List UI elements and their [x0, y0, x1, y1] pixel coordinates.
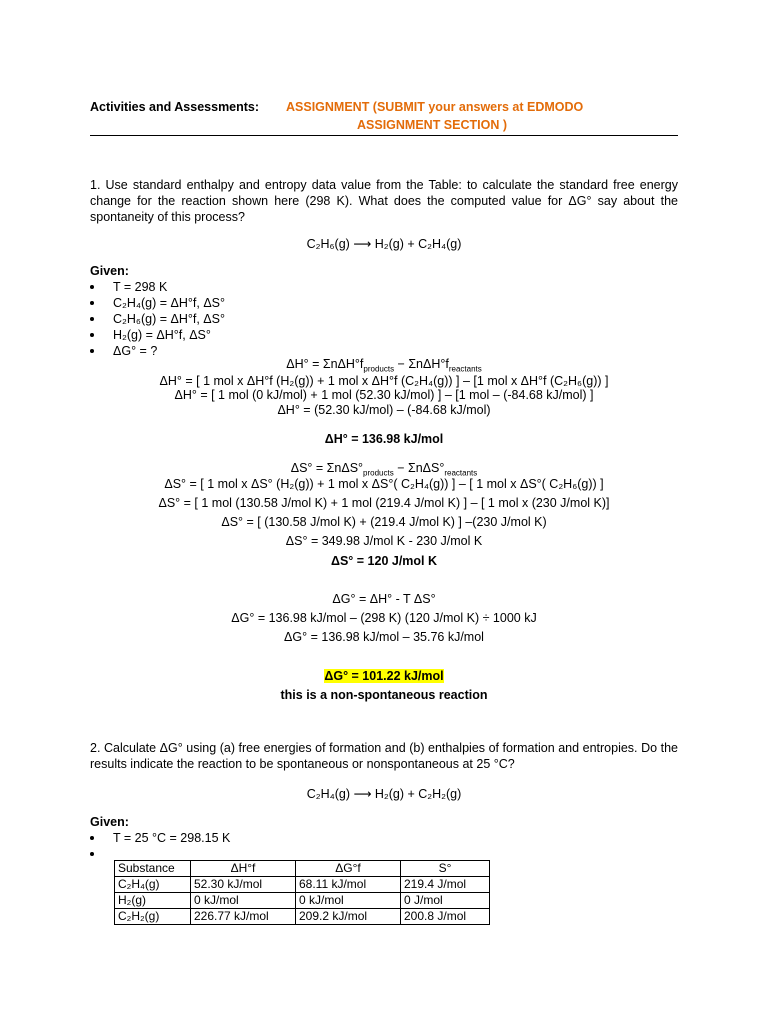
gibbs-formula: ΔG° = ΔH° - T ΔS°	[332, 592, 436, 606]
table-row	[115, 877, 490, 893]
entropy-step-1: ΔS° = [ 1 mol x ΔS° (H₂(g)) + 1 mol x ΔS°( C₂H₄(g)) ] – [ 1 mol x ΔS°( C₂H₆(g)) ]	[164, 477, 604, 491]
activities-label: Activities and Assessments:	[90, 100, 260, 114]
entropy-step-2: ΔS° = [ 1 mol (130.58 J/mol K) + 1 mol (219.4 J/mol K) ] – [ 1 mol x (230 J/mol K)]	[158, 496, 610, 510]
enthalpy-step-2: ΔH° = [ 1 mol (0 kJ/mol) + 1 mol (52.30 kJ/mol) ] – [1 mol – (-84.68 kJ/mol) ]	[174, 388, 594, 402]
table-cell: 0 J/mol	[401, 893, 490, 909]
bullet-icon	[90, 852, 94, 856]
enthalpy-result: ΔH° = 136.98 kJ/mol	[324, 432, 444, 446]
question-2-given-label: Given:	[90, 815, 129, 829]
entropy-step-3: ΔS° = [ (130.58 J/mol K) + (219.4 J/mol K) ] –(230 J/mol K)	[221, 515, 547, 529]
list-item: T = 298 K	[90, 279, 225, 295]
table-cell: C₂H₂(g)	[115, 909, 191, 925]
gibbs-step-1: ΔG° = 136.98 kJ/mol – (298 K) (120 J/mol K) ÷ 1000 kJ	[231, 611, 537, 625]
table-cell: 209.2 kJ/mol	[296, 909, 401, 925]
table-cell: 219.4 J/mol	[401, 877, 490, 893]
table-cell: 52.30 kJ/mol	[191, 877, 296, 893]
question-1-conclusion: this is a non-spontaneous reaction	[280, 688, 488, 702]
table-header: Substance	[115, 861, 191, 877]
table-header-row	[115, 861, 490, 877]
question-1-text: 1. Use standard enthalpy and entropy data value from the Table: to calculate the standard free energy change for the reaction shown here (298 K). What does the computed value for ΔG° say about the spontaneity of this process?	[90, 178, 678, 224]
bullet-icon	[90, 836, 94, 840]
question-2-given-list	[90, 830, 230, 862]
bullet-icon	[90, 333, 94, 337]
bullet-icon	[90, 301, 94, 305]
question-2-reaction: C₂H₄(g) ⟶ H₂(g) + C₂H₂(g)	[306, 787, 462, 801]
question-1-reaction: C₂H₆(g) ⟶ H₂(g) + C₂H₄(g)	[306, 237, 462, 251]
table-row	[115, 893, 490, 909]
header-divider	[90, 135, 678, 136]
list-item: C₂H₆(g) = ΔH°f, ΔS°	[90, 311, 225, 327]
table-cell: H₂(g)	[115, 893, 191, 909]
gibbs-result	[0, 669, 768, 683]
entropy-step-4: ΔS° = 349.98 J/mol K - 230 J/mol K	[285, 534, 483, 548]
entropy-result: ΔS° = 120 J/mol K	[330, 554, 438, 568]
question-1-given-list	[90, 279, 225, 359]
question-2-text: 2. Calculate ΔG° using (a) free energies of formation and (b) enthalpies of formation and entropies. Do the results indicate the reaction to be spontaneous or nonspontaneous at 25 °C?	[90, 741, 678, 771]
list-item: H₂(g) = ΔH°f, ΔS°	[90, 327, 225, 343]
table-cell: 200.8 J/mol	[401, 909, 490, 925]
bullet-icon	[90, 285, 94, 289]
table-cell: C₂H₄(g)	[115, 877, 191, 893]
substance-table	[114, 860, 490, 925]
list-item: C₂H₄(g) = ΔH°f, ΔS°	[90, 295, 225, 311]
table-header: ΔG°f	[296, 861, 401, 877]
table-cell: 0 kJ/mol	[296, 893, 401, 909]
gibbs-step-2: ΔG° = 136.98 kJ/mol – 35.76 kJ/mol	[284, 630, 484, 644]
enthalpy-formula: $\Delta H^\circ = \Sigma n\Delta H^\circ f_{products} - \Sigma n\Delta H^\circ f_{reactants}$	[286, 357, 482, 374]
assignment-line-2: ASSIGNMENT SECTION )	[357, 118, 508, 132]
table-cell: 68.11 kJ/mol	[296, 877, 401, 893]
assignment-line-1: ASSIGNMENT (SUBMIT your answers at EDMODO	[286, 100, 584, 114]
list-item: ΔG° = ?	[90, 343, 225, 359]
table-cell: 226.77 kJ/mol	[191, 909, 296, 925]
table-row	[115, 909, 490, 925]
table-header: S°	[401, 861, 490, 877]
question-1-given-label: Given:	[90, 264, 129, 278]
entropy-formula: $\Delta S^\circ = \Sigma n\Delta S^\circ_{products} - \Sigma n\Delta S^\circ_{reactants}$	[290, 461, 478, 478]
enthalpy-step-3: ΔH° = (52.30 kJ/mol) – (-84.68 kJ/mol)	[277, 403, 491, 417]
list-item: T = 25 °C = 298.15 K	[90, 830, 230, 846]
table-header: ΔH°f	[191, 861, 296, 877]
gibbs-result-highlight: ΔG° = 101.22 kJ/mol	[324, 669, 444, 683]
bullet-icon	[90, 317, 94, 321]
bullet-icon	[90, 349, 94, 353]
enthalpy-step-1: ΔH° = [ 1 mol x ΔH°f (H₂(g)) + 1 mol x ΔH°f (C₂H₄(g)) ] – [1 mol x ΔH°f (C₂H₆(g)) ]	[159, 374, 609, 388]
table-cell: 0 kJ/mol	[191, 893, 296, 909]
